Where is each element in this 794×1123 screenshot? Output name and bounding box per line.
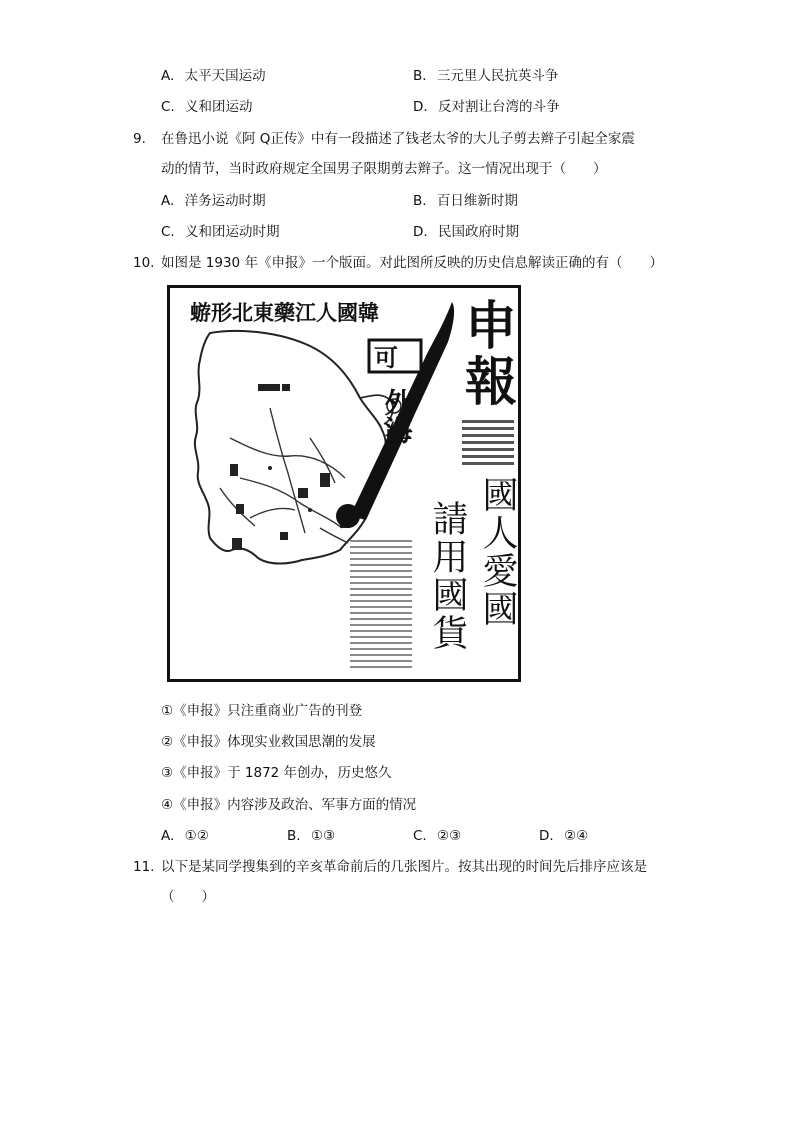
newspaper-illustration: [170, 288, 518, 679]
q10-option-b: B. ①③: [287, 828, 336, 844]
slogan-right: 國人愛國: [478, 476, 518, 628]
q11-stem-line1: 以下是某同学搜集到的辛亥革命前后的几张图片。按其出现的时间先后排序应该是: [161, 859, 647, 875]
option-text: ①②: [184, 828, 209, 844]
q10-number: 10.: [133, 255, 155, 271]
q9-option-c: C. 义和团运动时期: [161, 224, 280, 240]
q11-stem-line2: （ ）: [161, 889, 215, 905]
option-text: 义和团运动时期: [185, 224, 280, 240]
q10-option-a: A. ①②: [161, 828, 209, 844]
q9-option-d: D. 民国政府时期: [413, 224, 519, 240]
option-text: 百日维新时期: [436, 193, 518, 209]
q9-option-b: B. 百日维新时期: [413, 193, 518, 209]
q9-stem-line1: 在鲁迅小说《阿 Q正传》中有一段描述了钱老太爷的大儿子剪去辫子引起全家震: [161, 131, 635, 147]
masthead-shenbao: 申報: [456, 298, 514, 410]
q10-statement-3: ③《申报》于 1872 年创办，历史悠久: [161, 765, 392, 781]
option-text: ①③: [310, 828, 336, 844]
q9-stem-line2: 动的情节，当时政府规定全国男子限期剪去辫子。这一情况出现于（ ）: [161, 161, 607, 177]
q10-option-c: C. ②③: [413, 828, 462, 844]
option-text: 三元里人民抗英斗争: [436, 68, 559, 84]
shenbao-newspaper-figure: [167, 285, 521, 682]
masthead-smallprint: [462, 420, 514, 465]
q8-option-a: A. 太平天国运动: [161, 68, 266, 84]
q10-statement-4: ④《申报》内容涉及政治、军事方面的情况: [161, 797, 417, 813]
q8-option-d: D. 反对割让台湾的斗争: [413, 99, 560, 115]
option-text: ②④: [563, 828, 589, 844]
q10-statement-1: ①《申报》只注重商业广告的刊登: [161, 703, 363, 719]
banner-vertical-text: 外海: [380, 388, 412, 444]
q8-option-b: B. 三元里人民抗英斗争: [413, 68, 559, 84]
option-text: 反对割让台湾的斗争: [437, 99, 560, 115]
slogan-left: 請用國貨: [428, 500, 468, 652]
q10-option-d: D. ②④: [539, 828, 589, 844]
article-text-block: [350, 540, 412, 668]
option-text: 洋务运动时期: [184, 193, 266, 209]
map-outline: [195, 331, 386, 564]
option-text: 太平天国运动: [184, 68, 266, 84]
q9-number: 9.: [133, 131, 146, 147]
q8-option-c: C. 义和团运动: [161, 99, 253, 115]
map-title: 蝣形北東藥江人國韓: [190, 301, 379, 325]
q10-stem: 如图是 1930 年《申报》一个版面。对此图所反映的历史信息解读正确的有（ ）: [161, 255, 663, 271]
option-text: 民国政府时期: [437, 224, 519, 240]
q9-option-a: A. 洋务运动时期: [161, 193, 266, 209]
q10-statement-2: ②《申报》体现实业救国思潮的发展: [161, 734, 376, 750]
q11-number: 11.: [133, 859, 155, 875]
option-text: ②③: [437, 828, 462, 844]
option-text: 义和团运动: [185, 99, 253, 115]
banner-box-text: 可: [374, 346, 398, 372]
